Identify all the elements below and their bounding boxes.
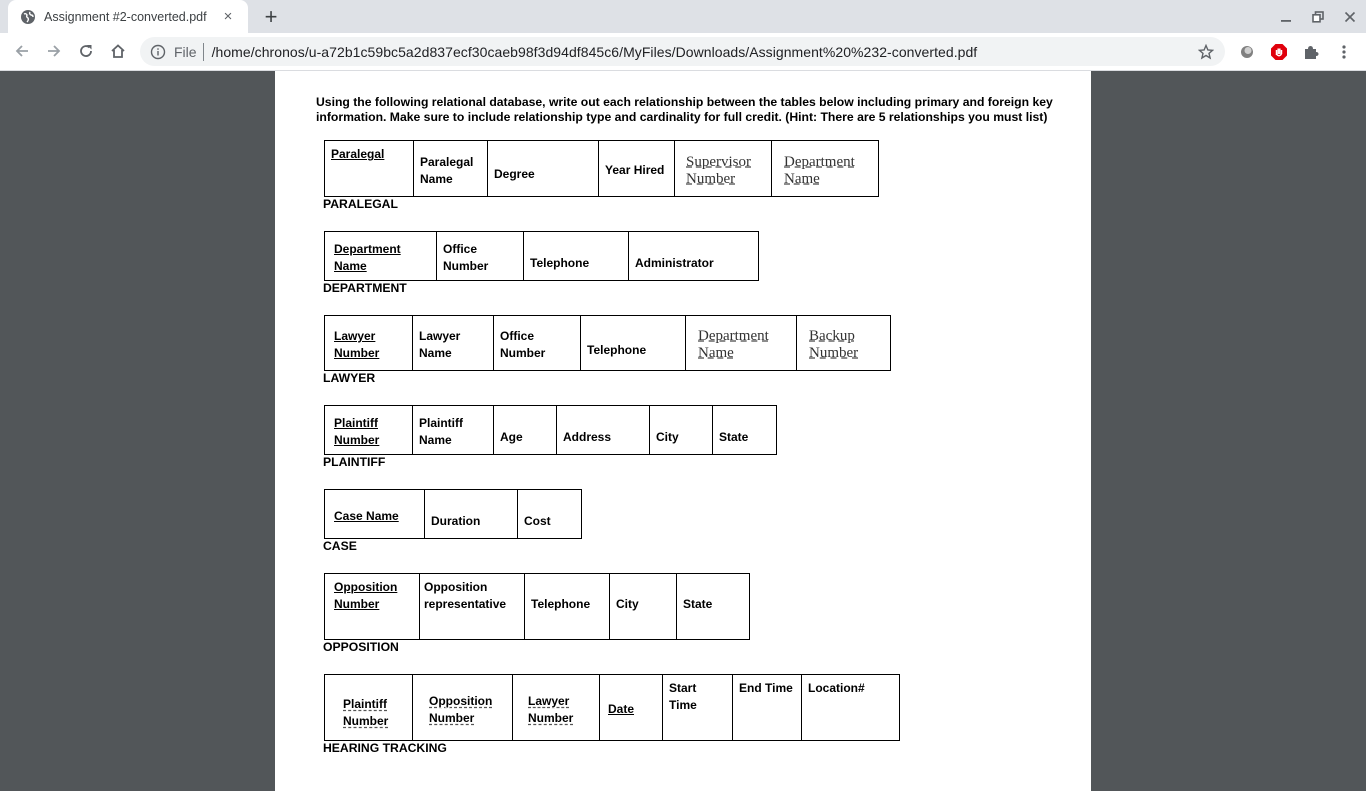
column-department-name: Department Name (686, 316, 797, 371)
column-opposition-representative: Opposition representative (420, 574, 525, 640)
column-duration: Duration (425, 490, 518, 539)
column-plaintiff-number: Plaintiff Number (325, 675, 413, 741)
kebab-menu-icon[interactable] (1334, 42, 1354, 62)
table-label-plaintiff: PLAINTIFF (323, 455, 386, 469)
puzzle-extensions-icon[interactable] (1301, 42, 1321, 62)
reload-icon[interactable] (72, 37, 100, 65)
column-paralegal: Paralegal (325, 141, 414, 197)
column-start-time: Start Time (663, 675, 733, 741)
column-end-time: End Time (733, 675, 802, 741)
home-icon[interactable] (104, 37, 132, 65)
url-text[interactable]: /home/chronos/u-a72b1c59bc5a2d837ecf30caeb98f3d94df845c6/MyFiles/Downloads/Assignment%20%232-converted.pdf (211, 43, 978, 60)
column-state: State (677, 574, 750, 640)
bookmark-star-icon[interactable] (1197, 43, 1215, 61)
column-plaintiff-name: Plaintiff Name (413, 406, 494, 455)
column-plaintiff-number: Plaintiff Number (325, 406, 413, 455)
column-case-name: Case Name (325, 490, 425, 539)
column-paralegal-name: Paralegal Name (414, 141, 488, 197)
adblock-hand-icon[interactable] (1269, 42, 1289, 62)
table-lawyer (324, 315, 891, 371)
assignment-instructions: Using the following relational database, write out each relationship between the tables below including primary and foreign key information. Make sure to include relationship type and cardinality for full credit. (Hint: There are 5 relationships you must list) (316, 95, 1053, 124)
column-year-hired: Year Hired (599, 141, 675, 197)
forward-icon[interactable] (40, 37, 68, 65)
column-telephone: Telephone (581, 316, 686, 371)
column-lawyer-number: Lawyer Number (325, 316, 413, 371)
table-label-case: CASE (323, 539, 357, 553)
pdf-page (275, 71, 1091, 791)
new-tab-button[interactable]: + (264, 4, 278, 29)
column-lawyer-name: Lawyer Name (413, 316, 494, 371)
table-label-hearing-tracking: HEARING TRACKING (323, 741, 447, 755)
column-location: Location# (802, 675, 900, 741)
column-age: Age (494, 406, 557, 455)
column-date: Date (600, 675, 663, 741)
column-cost: Cost (518, 490, 582, 539)
column-lawyer-number: Lawyer Number (513, 675, 600, 741)
column-opposition-number: Opposition Number (413, 675, 513, 741)
column-address: Address (557, 406, 650, 455)
tab-title: Assignment #2-converted.pdf (44, 9, 207, 24)
browser-toolbar (0, 33, 1366, 71)
minimize-icon[interactable] (1270, 0, 1302, 33)
column-supervisor-number: Supervisor Number (675, 141, 772, 197)
table-hearing-tracking (324, 674, 900, 741)
table-opposition (324, 573, 750, 640)
column-degree: Degree (488, 141, 599, 197)
column-telephone: Telephone (524, 232, 629, 281)
table-label-lawyer: LAWYER (323, 371, 376, 385)
column-state: State (713, 406, 777, 455)
tab-close-icon[interactable]: × (223, 8, 233, 25)
circle-extension-icon[interactable] (1237, 42, 1257, 62)
table-label-opposition: OPPOSITION (323, 640, 399, 654)
url-separator (203, 43, 204, 61)
column-office-number: Office Number (437, 232, 524, 281)
address-bar[interactable] (140, 37, 1225, 66)
table-case (324, 489, 582, 539)
url-scheme-label: File (174, 43, 197, 60)
back-icon[interactable] (8, 37, 36, 65)
info-icon[interactable] (150, 44, 166, 60)
column-opposition-number: Opposition Number (325, 574, 420, 640)
tab-strip (0, 0, 1366, 33)
column-backup-number: Backup Number (797, 316, 891, 371)
column-city: City (610, 574, 677, 640)
window-controls (1270, 0, 1366, 33)
column-city: City (650, 406, 713, 455)
restore-icon[interactable] (1302, 0, 1334, 33)
table-label-paralegal: PARALEGAL (323, 197, 398, 211)
table-paralegal (324, 140, 879, 197)
tab-active[interactable] (8, 0, 248, 33)
column-office-number: Office Number (494, 316, 581, 371)
table-label-department: DEPARTMENT (323, 281, 407, 295)
globe-icon (20, 9, 36, 25)
column-department-name: Department Name (325, 232, 437, 281)
table-plaintiff (324, 405, 777, 455)
column-department-name: Department Name (772, 141, 879, 197)
table-department (324, 231, 759, 281)
column-administrator: Administrator (629, 232, 759, 281)
column-telephone: Telephone (525, 574, 610, 640)
close-icon[interactable] (1334, 0, 1366, 33)
